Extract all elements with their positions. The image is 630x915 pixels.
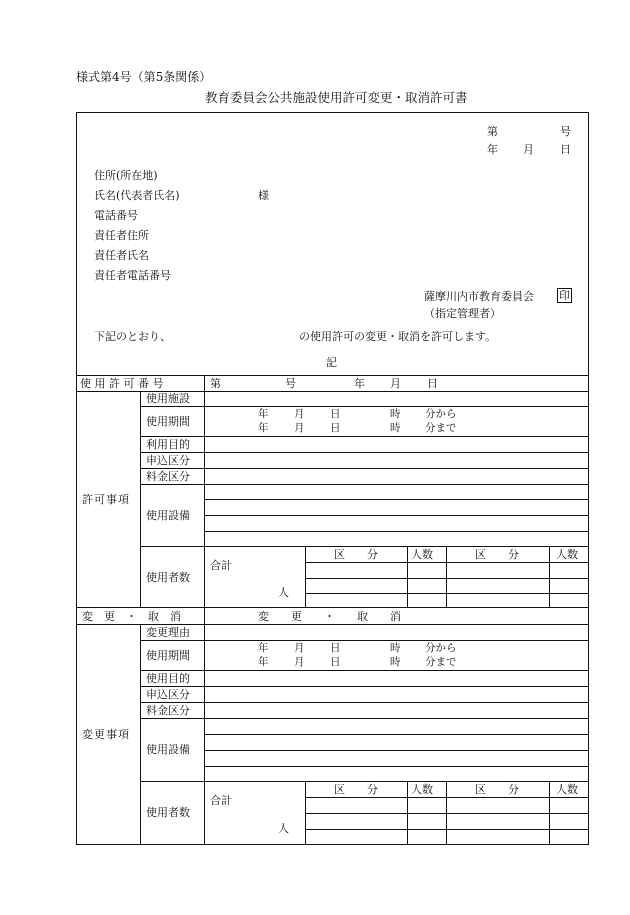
permit-fee-type-label: 料金区分 [146,470,190,483]
rule [204,499,589,500]
rule [140,406,589,407]
sama-label: 様 [258,189,269,202]
change-section-label: 変更事項 [82,728,130,741]
change-cancel-value: 変 更 ・ 取 消 [258,610,401,623]
change-application-type-label: 申込区分 [146,688,190,701]
statement-left: 下記のとおり、 [94,330,171,343]
change-period-label: 使用期間 [146,649,190,662]
permit-equipment-label: 使用設備 [146,509,190,522]
change-to-hi: 日 [330,656,341,668]
rule [305,546,306,607]
rule [204,607,205,624]
rule [140,781,589,782]
rule [204,734,589,735]
document-title: 教育委員会公共施設使用許可変更・取消許可書 [205,90,468,105]
rule [204,531,589,532]
doc-date-hi: 日 [560,143,571,156]
rule [76,624,589,625]
rule [305,562,589,563]
resp-name-label: 責任者氏名 [94,249,149,262]
permit-from-hi: 日 [330,408,341,420]
rule [76,607,589,608]
rule [204,515,589,516]
rule [407,546,408,607]
permit-to-nen: 年 [258,422,269,434]
statement-right: の使用許可の変更・取消を許可します。 [299,330,497,343]
permit-from-ji: 時 [390,408,401,420]
permit-facility-label: 使用施設 [146,392,190,405]
resp-address-label: 責任者住所 [94,229,149,242]
change-to-ji: 時 [390,656,401,668]
change-from-fun: 分から [425,642,457,654]
rule [140,670,589,671]
rule [140,484,589,485]
change-to-fun: 分まで [425,656,457,668]
rule [305,813,589,814]
rule [204,375,205,391]
rule [305,593,589,594]
doc-no-dai: 第 [487,125,498,138]
permit-to-fun: 分まで [425,422,457,434]
rule [204,750,589,751]
change-equipment-label: 使用設備 [146,743,190,756]
permit-to-tsuki: 月 [294,422,305,434]
rule [305,797,589,798]
change-cancel-label: 変 更 ・ 取 消 [82,610,181,623]
doc-date-tsuki: 月 [523,143,534,156]
issuer-name: 薩摩川内市教育委員会 [424,290,534,303]
change-person-unit: 人 [278,822,289,835]
permit-from-tsuki: 月 [294,408,305,420]
resp-phone-label: 責任者電話番号 [94,269,171,282]
permit-users-label: 使用者数 [146,571,190,584]
rule [140,686,589,687]
manager-label: （指定管理者） [424,307,501,320]
rule [140,546,589,547]
address-label: 住所(所在地) [94,169,158,182]
change-from-nen: 年 [258,642,269,654]
change-count-header: 人数 [411,783,433,796]
rule [549,546,550,607]
ki-label: 記 [326,356,337,369]
permit-to-hi: 日 [330,422,341,434]
rule [204,766,589,767]
permit-category-header: 区 分 [334,548,378,561]
rule [305,578,589,579]
change-from-ji: 時 [390,642,401,654]
permit-period-label: 使用期間 [146,415,190,428]
permit-application-type-label: 申込区分 [146,454,190,467]
permit-to-ji: 時 [390,422,401,434]
permit-category-header-2: 区 分 [475,548,519,561]
change-category-header-2: 区 分 [475,783,519,796]
rule [446,546,447,607]
rule [305,829,589,830]
rule [76,375,589,376]
permit-no-dai: 第 [210,377,221,390]
permit-no-hi: 日 [427,377,438,390]
permit-count-header-2: 人数 [556,548,578,561]
permit-from-fun: 分から [425,408,457,420]
change-fee-type-label: 料金区分 [146,704,190,717]
change-total-label: 合計 [210,794,232,807]
permit-no-go: 号 [285,377,296,390]
permit-purpose-label: 利用目的 [146,438,190,451]
rule [140,452,589,453]
permit-section-label: 許可事項 [82,493,130,506]
name-label: 氏名(代表者氏名) [94,189,180,202]
phone-label: 電話番号 [94,209,138,222]
change-purpose-label: 使用目的 [146,672,190,685]
rule [140,391,141,607]
permit-count-header: 人数 [411,548,433,561]
form-number: 様式第4号（第5条関係） [76,70,212,84]
permit-no-nen: 年 [354,377,365,390]
permit-total-label: 合計 [210,559,232,572]
change-users-label: 使用者数 [146,806,190,819]
rule [140,702,589,703]
change-reason-label: 変更理由 [146,626,190,639]
change-from-tsuki: 月 [294,642,305,654]
permit-no-tsuki: 月 [390,377,401,390]
doc-date-nen: 年 [487,143,498,156]
rule [140,718,589,719]
rule [140,436,589,437]
permit-from-nen: 年 [258,408,269,420]
change-from-hi: 日 [330,642,341,654]
rule [140,468,589,469]
permit-number-label: 使 用 許 可 番 号 [80,377,164,390]
change-count-header-2: 人数 [556,783,578,796]
seal-mark: 印 [559,289,570,302]
permit-person-unit: 人 [278,586,289,599]
change-category-header: 区 分 [334,783,378,796]
doc-no-go: 号 [560,125,571,138]
rule [140,624,141,845]
change-to-nen: 年 [258,656,269,668]
change-to-tsuki: 月 [294,656,305,668]
rule [140,640,589,641]
